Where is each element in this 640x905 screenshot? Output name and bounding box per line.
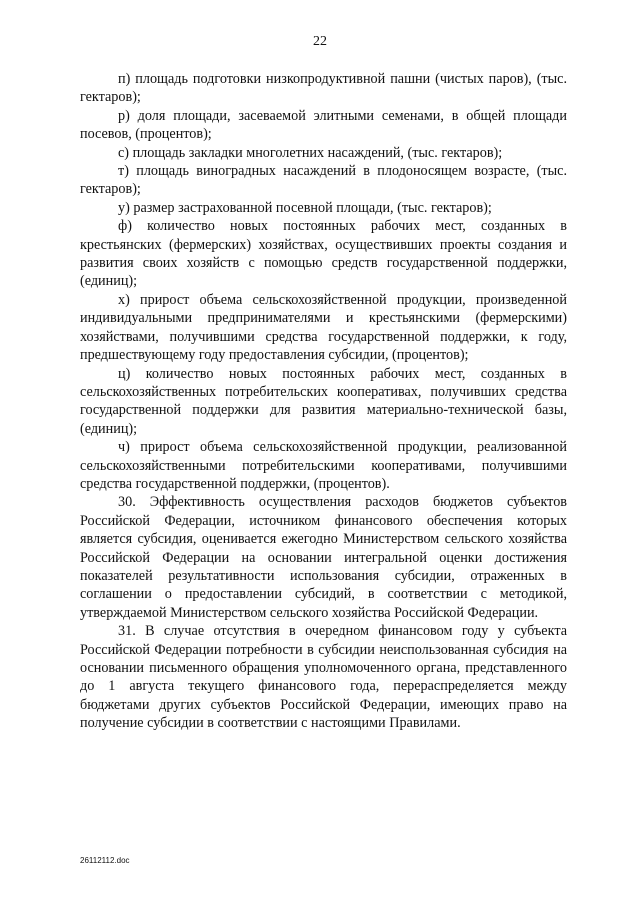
document-body: [80, 70, 567, 733]
page-number: 22: [313, 34, 327, 49]
file-name-footer: 26112112.doc: [80, 856, 130, 865]
list-item-kh: х) прирост объема сельскохозяйственной продукции, произведенной индивидуальными предпринимателями и крестьянскими (фермерскими) хозяйствами, получившими средства государственной поддержки, к году, предшествующему году предоставления субсидии, (процентов);: [80, 291, 567, 364]
list-item-s: с) площадь закладки многолетних насаждений, (тыс. гектаров);: [118, 144, 503, 161]
list-item-ch: ч) прирост объема сельскохозяйственной продукции, реализованной сельскохозяйственными потребительскими кооперативами, получившими средства государственной поддержки, (процентов).: [80, 439, 567, 492]
clause-31: 31. В случае отсутствия в очередном финансовом году у субъекта Российской Федерации потребности в субсидии неиспользованная субсидия на основании письменного обращения уполномоченного органа, представленного до 1 августа текущего финансового года, перераспределяется между бюджетами других субъектов Российской Федерации, имеющих право на получение субсидии в соответствии с настоящими Правилами.: [80, 623, 567, 732]
list-item-t: т) площадь виноградных насаждений в плодоносящем возрасте, (тыс. гектаров);: [80, 163, 567, 198]
list-item-f: ф) количество новых постоянных рабочих мест, созданных в крестьянских (фермерских) хозяйствах, осуществивших проекты создания и развития своих хозяйств с помощью средств государственной поддержки, (единиц);: [80, 218, 567, 290]
list-item-u: у) размер застрахованной посевной площади, (тыс. гектаров);: [118, 199, 492, 216]
list-item-ts: ц) количество новых постоянных рабочих мест, созданных в сельскохозяйственных потребительских кооперативах, получивших средства государственной поддержки для развития материально-технической базы, (единиц);: [80, 365, 567, 437]
list-item-p: п) площадь подготовки низкопродуктивной пашни (чистых паров), (тыс. гектаров);: [80, 71, 567, 106]
list-item-r: р) доля площади, засеваемой элитными семенами, в общей площади посевов, (процентов);: [80, 107, 567, 143]
clause-30: 30. Эффективность осуществления расходов бюджетов субъектов Российской Федерации, источником финансового обеспечения которых является субсидия, оценивается ежегодно Министерством сельского хозяйства Российской Федерации на основании интегральной оценки достижения показателей результативности использования субсидии, отраженных в соглашении о предоставлении субсидий, в соответствии с методикой, утверждаемой Министерством сельского хозяйства Российской Федерации.: [80, 494, 567, 621]
